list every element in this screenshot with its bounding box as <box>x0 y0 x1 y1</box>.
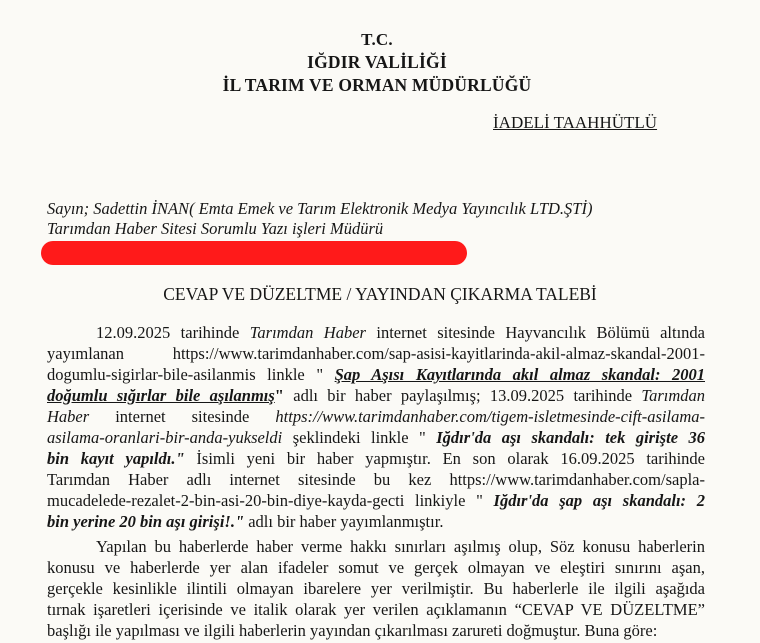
text-run: 12.09.2025 tarihinde <box>96 323 250 342</box>
news-title-2-cont: bin kayıt yapıldı." <box>47 449 185 468</box>
para1-line-9 <box>47 490 705 511</box>
text-run: dogumlu-sigirlar-bile-asilanmis linkle " <box>47 365 335 384</box>
site-name: Tarımdan <box>641 386 705 405</box>
para2-line-5: başlığı ile yapılması ve ilgili haberlerin yayından çıkarılması zarureti doğmuştur. Buna göre: <box>47 621 658 640</box>
text-run: mucadelede-rezalet-2-bin-asi-20-bin-diye-kayda-gecti linkiyle " <box>47 491 494 510</box>
text-run: internet sitesinde Hayvancılık Bölümü altında <box>365 323 705 342</box>
para1-line-1 <box>96 322 705 343</box>
para1-line-5 <box>47 406 705 427</box>
text-run: internet sitesinde <box>89 407 276 426</box>
para1-line-6 <box>47 427 705 448</box>
header-directorate: İL TARIM VE ORMAN MÜDÜRLÜĞÜ <box>222 75 532 95</box>
quote-mark: " <box>274 386 284 405</box>
text-run: İsimli yeni bir haber yapmıştır. En son olarak 16.09.2025 tarihinde <box>184 449 705 468</box>
news-link-2: https://www.tarimdanhaber.com/tigem-isletmesinde-cift-asilama- <box>275 407 705 426</box>
para2-line-3: gerçekle kesinlikle ilintili olmayan ibarelere yer verilmiştir. Bu haberlerle ile ilgili aşağıda <box>47 579 705 598</box>
para1-line-7 <box>47 448 705 469</box>
para1-line-4 <box>47 385 705 406</box>
redaction-mark <box>41 241 467 265</box>
subject-heading: CEVAP VE DÜZELTME / YAYINDAN ÇIKARMA TALEBİ <box>163 284 597 304</box>
para1-line-2: yayımlanan https://www.tarimdanhaber.com/sap-asisi-kayitlarinda-akil-almaz-skandal-2001- <box>47 344 705 363</box>
mail-type-label: İADELİ TAAHHÜTLÜ <box>493 113 658 132</box>
para1-line-8: Tarımdan Haber adlı internet sitesinde bu kez https://www.tarimdanhaber.com/sapla- <box>47 470 705 489</box>
site-name-cont: Haber <box>47 407 90 426</box>
text-run: şeklindeki linkle " <box>282 428 437 447</box>
news-title-2: Iğdır'da aşı skandalı: tek girişte 36 <box>436 428 705 447</box>
para2-line-4: tırnak işaretleri içerisinde ve italik olarak yer verilen açıklamanın “CEVAP VE DÜZELTME” <box>47 600 705 619</box>
para1-line-3 <box>47 364 705 385</box>
recipient-line-1: Sayın; Sadettin İNAN( Emta Emek ve Tarım Elektronik Medya Yayıncılık LTD.ŞTİ) <box>47 199 593 218</box>
news-title-1-cont: doğumlu sığırlar bile aşılanmış <box>47 386 275 405</box>
text-run: adlı bir haber paylaşılmış; 13.09.2025 tarihinde <box>283 386 642 405</box>
header-tc: T.C. <box>361 30 393 49</box>
news-link-2-cont: asilama-oranlari-bir-anda-yukseldi <box>47 428 283 447</box>
para1-line-10 <box>47 511 705 532</box>
news-title-3: Iğdır'da şap aşı skandalı: 2 <box>493 491 705 510</box>
news-title-1: Şap Aşısı Kayıtlarında akıl almaz skandal: 2001 <box>334 365 705 384</box>
header-governorship: IĞDIR VALİLİĞİ <box>307 52 447 72</box>
para2-line-2: konusu ve haberlerde yer alan ifadeler somut ve gerçek olmayan ve eleştiri sınırını aşan, <box>47 558 705 577</box>
news-title-3-cont: bin yerine 20 bin aşı girişi!." <box>47 512 245 531</box>
site-name: Tarımdan Haber <box>249 323 366 342</box>
text-run: adlı bir haber yayımlanmıştır. <box>244 512 444 531</box>
recipient-line-2: Tarımdan Haber Sitesi Sorumlu Yazı işleri Müdürü <box>47 219 384 238</box>
para2-line-1: Yapılan bu haberlerde haber verme hakkı sınırları aşılmış olup, Söz konusu haberlerin <box>96 537 705 556</box>
